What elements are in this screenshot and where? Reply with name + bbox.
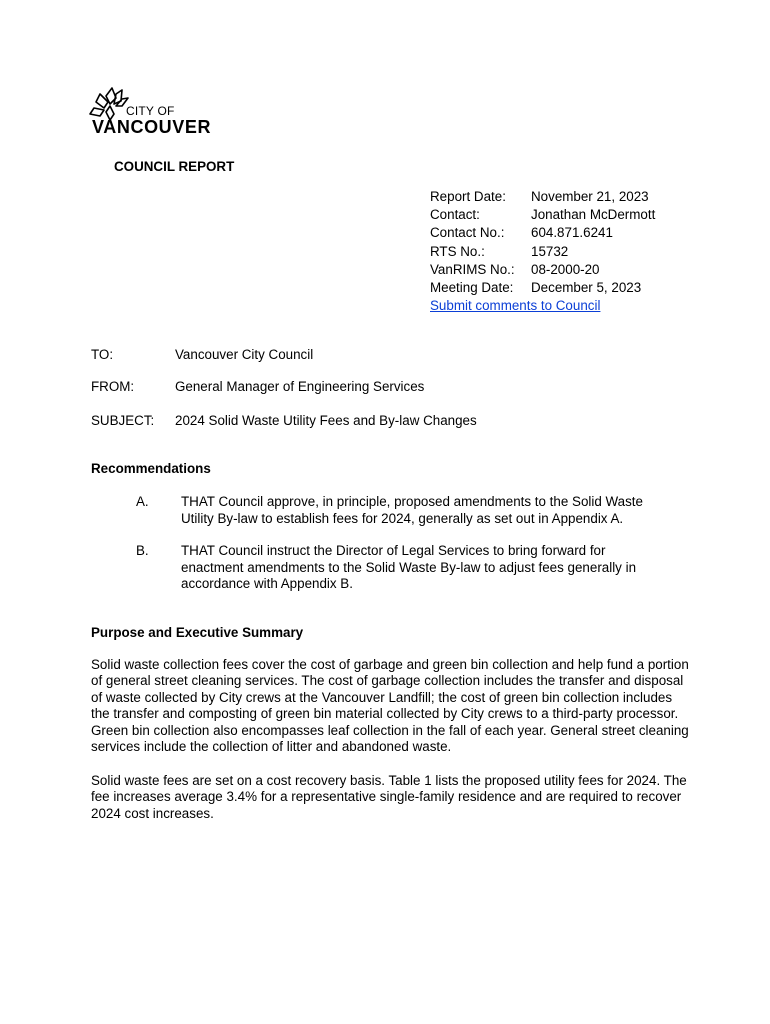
meta-value: 604.871.6241 bbox=[531, 225, 613, 241]
purpose-paragraph-1: Solid waste collection fees cover the cost of garbage and green bin collection and help fund a portion of general street cleaning services. The cost of garbage collection includes the transfer and disposal of waste collected by City crews at the Vancouver Landfill; the cost of green bin collection includes the transfer and composting of green bin material collected by City crews to a third-party processor. Green bin collection also encompasses leaf collection in the fall of each year. General street cleaning services include the collection of litter and abandoned waste. bbox=[91, 657, 689, 755]
from-value: General Manager of Engineering Services bbox=[175, 379, 425, 394]
meta-label: VanRIMS No.: bbox=[430, 261, 515, 277]
subject-value: 2024 Solid Waste Utility Fees and By-law Changes bbox=[175, 413, 477, 428]
meta-value: 08-2000-20 bbox=[531, 261, 600, 277]
to-line bbox=[91, 347, 313, 362]
meta-value: November 21, 2023 bbox=[531, 189, 649, 204]
meta-row-contact bbox=[430, 206, 655, 224]
meta-label: Contact: bbox=[430, 207, 480, 223]
recommendation-text: THAT Council approve, in principle, proposed amendments to the Solid Waste Utility By-law to establish fees for 2024, generally as set out in Appendix A. bbox=[181, 494, 643, 526]
meta-value: 15732 bbox=[531, 243, 569, 259]
meta-row-report-date bbox=[430, 188, 655, 206]
recommendation-text: THAT Council instruct the Director of Legal Services to bring forward for enactment amendments to the Solid Waste By-law to adjust fees generally in accordance with Appendix B. bbox=[181, 543, 637, 592]
meta-label: Contact No.: bbox=[430, 225, 505, 241]
meta-label: Meeting Date: bbox=[430, 279, 514, 295]
report-metadata bbox=[430, 188, 655, 315]
subject-label: SUBJECT: bbox=[91, 413, 155, 428]
meta-row-vanrims-no bbox=[430, 261, 655, 279]
recommendation-letter: A. bbox=[136, 494, 149, 509]
meta-row-meeting-date bbox=[430, 279, 655, 297]
from-label: FROM: bbox=[91, 379, 135, 394]
purpose-title: Purpose and Executive Summary bbox=[91, 625, 304, 640]
recommendations-title: Recommendations bbox=[91, 461, 211, 476]
city-logo bbox=[88, 84, 233, 140]
meta-value: December 5, 2023 bbox=[531, 279, 642, 295]
submit-comments-link[interactable]: Submit comments to Council bbox=[430, 298, 601, 314]
meta-value: Jonathan McDermott bbox=[531, 207, 656, 223]
meta-label: Report Date: bbox=[430, 189, 506, 204]
report-title: COUNCIL REPORT bbox=[114, 159, 235, 174]
subject-line bbox=[91, 413, 477, 428]
to-label: TO: bbox=[91, 347, 114, 362]
recommendation-letter: B. bbox=[136, 543, 149, 558]
meta-row-contact-no bbox=[430, 224, 655, 242]
logo-city-of-text: CITY OF bbox=[126, 104, 175, 118]
from-line bbox=[91, 379, 424, 394]
meta-label: RTS No.: bbox=[430, 243, 485, 259]
meta-row-rts-no bbox=[430, 243, 655, 261]
logo-vancouver-text: VANCOUVER bbox=[92, 117, 212, 137]
to-value: Vancouver City Council bbox=[175, 347, 314, 362]
purpose-paragraph-2: Solid waste fees are set on a cost recovery basis. Table 1 lists the proposed utility fees for 2024. The fee increases average 3.4% for a representative single-family residence and are required to recover 2024 cost increases. bbox=[91, 773, 687, 821]
